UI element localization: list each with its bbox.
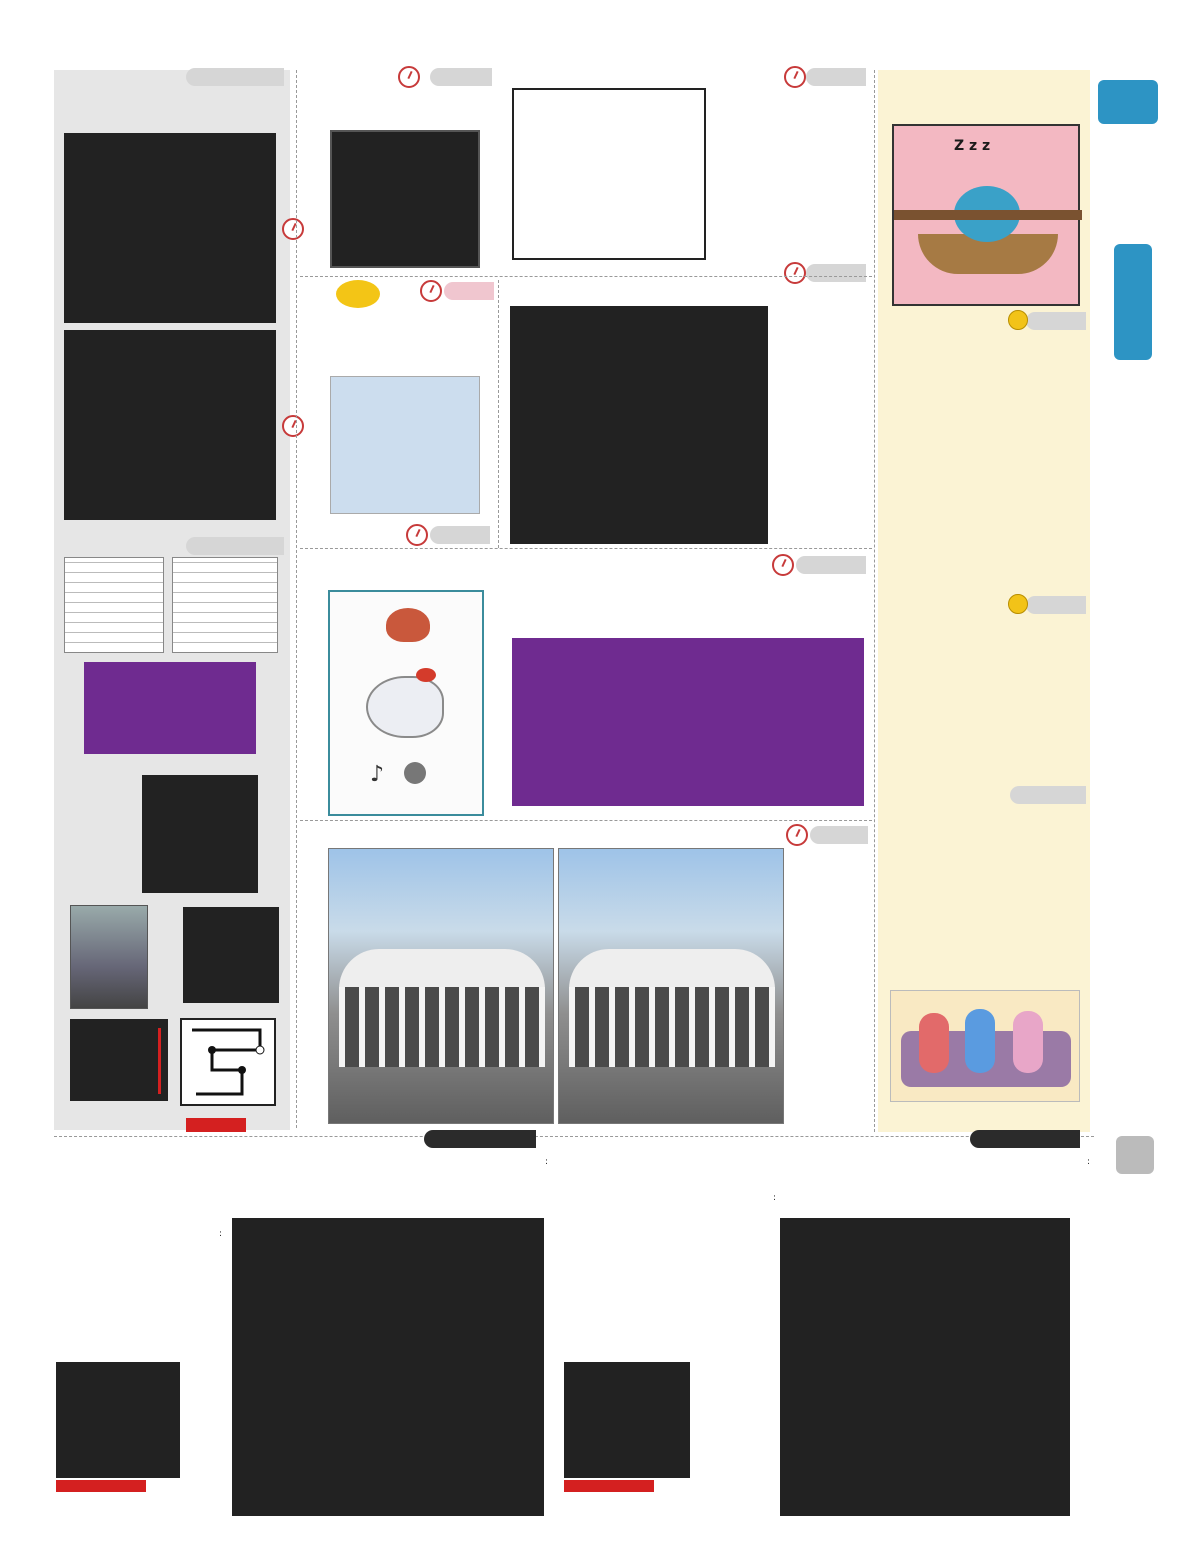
picture-number-box [512, 638, 864, 806]
sudoku-2-difficulty-icon [282, 415, 304, 437]
differences-photo-right[interactable] [558, 848, 784, 1124]
column-divider [498, 280, 499, 548]
section-tab [1114, 244, 1152, 360]
solution-stamp [186, 1118, 246, 1132]
differences-difficulty-icon [786, 824, 808, 846]
row-divider [300, 820, 872, 821]
differences-header [810, 826, 868, 844]
sleep-icon: Z z z [954, 138, 991, 154]
numbers-header [806, 264, 866, 282]
kids-badge [336, 280, 380, 308]
cw-hard-header [970, 1130, 1080, 1148]
cw-solution-thumb-1 [56, 1362, 180, 1478]
cw-hard-row-numbers [1072, 1218, 1094, 1516]
rooster-icon [366, 676, 444, 738]
microphone-icon [404, 762, 426, 784]
cw-mid-vertical: : [773, 1193, 776, 1203]
kidoku-difficulty-icon [420, 280, 442, 302]
sudoku-solution-thumb-1 [64, 557, 164, 653]
sudoku-header [186, 68, 284, 86]
cw-solution-thumb-2 [564, 1362, 690, 1478]
colonnade-roof [569, 949, 775, 989]
cartoon-image [892, 124, 1080, 306]
cw-solution-label-1 [56, 1480, 146, 1492]
cw-small-vertical: : [219, 1229, 222, 1239]
sudoku-grid-1[interactable] [64, 133, 276, 323]
colonnade [339, 987, 545, 1067]
row-divider [54, 1136, 1094, 1137]
chess-board[interactable] [330, 130, 480, 268]
dots-svg [514, 90, 704, 258]
dots-solution-thumb [180, 1018, 276, 1106]
column-divider [874, 70, 875, 1132]
cw-mid-horizontal: : [545, 1157, 548, 1167]
kidoku-header [444, 282, 494, 300]
brand-logo [1098, 80, 1158, 124]
dots-board[interactable] [512, 88, 706, 260]
proverb-difficulty-icon [406, 524, 428, 546]
dots-solution-path [182, 1020, 274, 1104]
sudoku-1-difficulty-icon [282, 218, 304, 240]
picture-solution-box [84, 662, 256, 754]
woman-figure [1013, 1011, 1043, 1073]
differences-solution-thumb [70, 905, 148, 1009]
proverb-illustration [328, 590, 484, 816]
chess-solution-arrow [158, 1028, 161, 1094]
cw-hard-grid[interactable] [780, 1218, 1070, 1516]
woman-figure [965, 1009, 995, 1073]
row-divider [300, 276, 872, 277]
sudoku-grid-2[interactable] [64, 330, 276, 520]
column-divider [296, 70, 297, 1128]
kidoku-solution-thumb [183, 907, 279, 1003]
story-illustration [890, 990, 1080, 1102]
dots-difficulty-icon [784, 66, 806, 88]
solutions-header [186, 537, 284, 555]
dots-header [806, 68, 866, 86]
numbers-solution-thumb [142, 775, 258, 893]
numbers-difficulty-icon [784, 262, 806, 284]
proverb-header [430, 526, 490, 544]
colonnade-roof [339, 949, 545, 989]
chess-solution-thumb [70, 1019, 168, 1101]
cw-medium-header [424, 1130, 536, 1148]
tapakhand-header [1026, 596, 1086, 614]
bird-icon [386, 608, 430, 642]
sudoku-solution-thumb-2 [172, 557, 278, 653]
cw-mid-grid[interactable] [232, 1218, 544, 1516]
music-note-icon: ♪ [370, 762, 385, 787]
story-header [1010, 786, 1086, 804]
cw-mid-row-numbers [530, 1218, 552, 1516]
picture-header [796, 556, 866, 574]
picture-difficulty-icon [772, 554, 794, 576]
row-divider [300, 548, 872, 549]
chess-header [430, 68, 492, 86]
smiley-icon [1008, 310, 1028, 330]
colonnade [569, 987, 775, 1067]
woman-figure [919, 1013, 949, 1073]
tiitrkhand-header [1026, 312, 1086, 330]
kidoku-board[interactable] [330, 376, 480, 514]
chess-difficulty-icon [398, 66, 420, 88]
page-number [1116, 1136, 1154, 1174]
branch-icon [894, 210, 1082, 220]
cw-hard-horizontal: : [1087, 1157, 1090, 1167]
cw-solution-label-2 [564, 1480, 654, 1492]
rooster-comb-icon [416, 668, 436, 682]
differences-photo-left[interactable] [328, 848, 554, 1124]
smiley-icon [1008, 594, 1028, 614]
numbers-grid[interactable] [510, 306, 768, 544]
